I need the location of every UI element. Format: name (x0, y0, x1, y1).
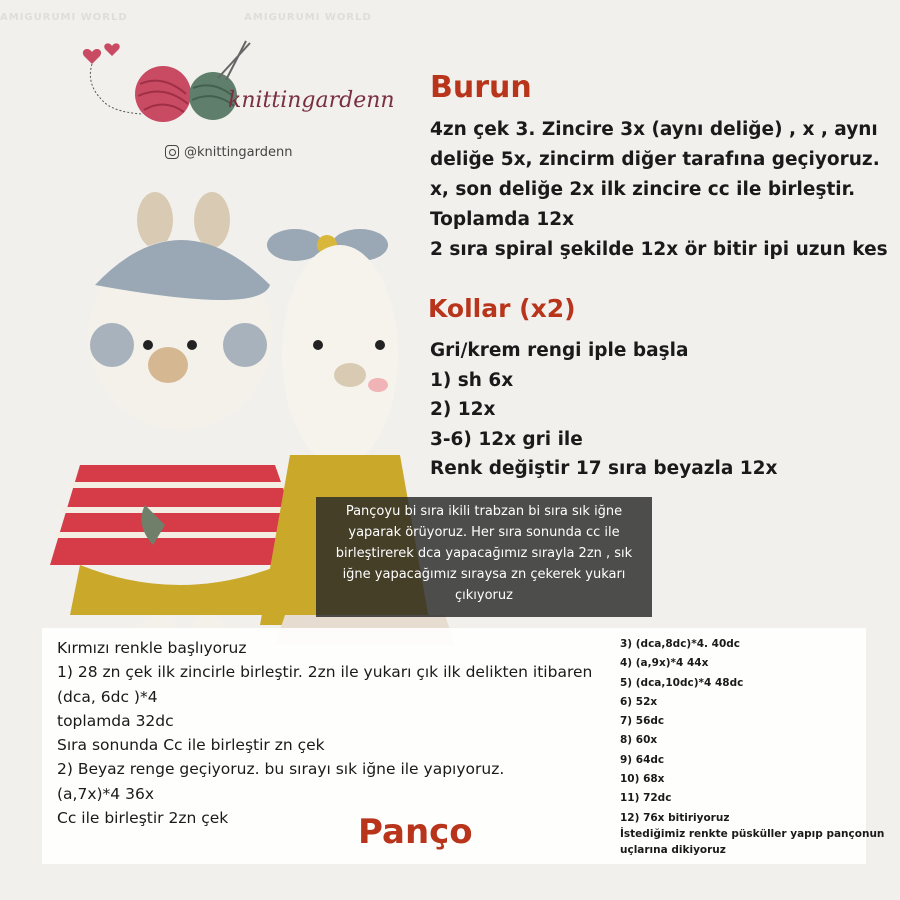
pancho-title: Panço (358, 812, 473, 852)
text-line: İstediğimiz renkte püsküller yapıp pançonun (620, 828, 885, 840)
text-line: Renk değiştir 17 sıra beyazla 12x (430, 458, 778, 479)
tassel-note (620, 826, 885, 858)
text-line: (dca, 6dc )*4 (57, 687, 158, 706)
text-line: (a,7x)*4 36x (57, 784, 154, 803)
watermark: AMIGURUMI WORLD AMIGURUMI WORLD (0, 12, 372, 23)
text-line: 4) (a,9x)*4 44x (620, 657, 709, 670)
logo-wordmark: knittingardenn (228, 88, 395, 113)
pancho-instructions-left (57, 636, 617, 830)
text-line: 7) 56dc (620, 715, 665, 728)
text-line: Pançoyu bi sıra ikili trabzan bi sıra sık iğne (345, 504, 623, 519)
text-line: 9) 64dc (620, 753, 665, 766)
kollar-instructions (430, 336, 830, 484)
instagram-label: @knittingardenn (184, 145, 293, 160)
text-line: çıkıyoruz (455, 588, 513, 603)
text-line: 10) 68x (620, 773, 665, 786)
text-line: Kırmızı renkle başlıyoruz (57, 639, 247, 657)
text-line: birleştirerek dca yapacağımız sırayla 2zn , sık (335, 546, 633, 561)
instagram-icon (165, 145, 179, 159)
text-line: 1) 28 zn çek ilk zincirle birleştir. 2zn ile yukarı çık ilk delikten itibaren (57, 663, 593, 682)
pancho-technique-note (316, 497, 652, 617)
text-line: 2 sıra spiral şekilde 12x ör bitir ipi uzun kes (430, 239, 888, 260)
text-line: toplamda 32dc (57, 711, 174, 730)
text-line: yaparak örüyoruz. Her sıra sonunda cc ile (348, 525, 620, 540)
text-line: 11) 72dc (620, 792, 672, 805)
burun-instructions (430, 115, 890, 265)
text-line: Toplamda 12x (430, 209, 575, 230)
text-line: 5) (dca,10dc)*4 48dc (620, 676, 744, 689)
text-line: x, son deliğe 2x ilk zincire cc ile birleştir. (430, 179, 856, 200)
text-line: Cc ile birleştir 2zn çek (57, 809, 229, 828)
text-line: 6) 52x (620, 695, 658, 708)
text-line: 8) 60x (620, 734, 658, 747)
text-line: 3) (dca,8dc)*4. 40dc (620, 638, 741, 650)
text-line: uçlarına dikiyoruz (620, 844, 726, 856)
pancho-instructions-right (620, 635, 870, 828)
text-line: Gri/krem rengi iple başla (430, 340, 689, 361)
kollar-title: Kollar (x2) (428, 294, 576, 323)
burun-title: Burun (430, 70, 532, 105)
text-line: deliğe 5x, zincirm diğer tarafına geçiyoruz. (430, 149, 880, 170)
brand-logo (78, 38, 408, 133)
text-line: 2) 12x (430, 399, 496, 420)
text-line: 1) sh 6x (430, 369, 514, 391)
text-line: 2) Beyaz renge geçiyoruz. bu sırayı sık iğne ile yapıyoruz. (57, 760, 505, 779)
text-line: 3-6) 12x gri ile (430, 428, 583, 450)
text-line: iğne yapacağımız sıraysa zn çekerek yukarı (342, 567, 626, 582)
text-line: 4zn çek 3. Zincire 3x (aynı deliğe) , x , aynı (430, 119, 878, 140)
instagram-handle[interactable] (165, 145, 293, 160)
text-line: 12) 76x bitiriyoruz (620, 811, 730, 824)
text-line: Sıra sonunda Cc ile birleştir zn çek (57, 736, 325, 755)
